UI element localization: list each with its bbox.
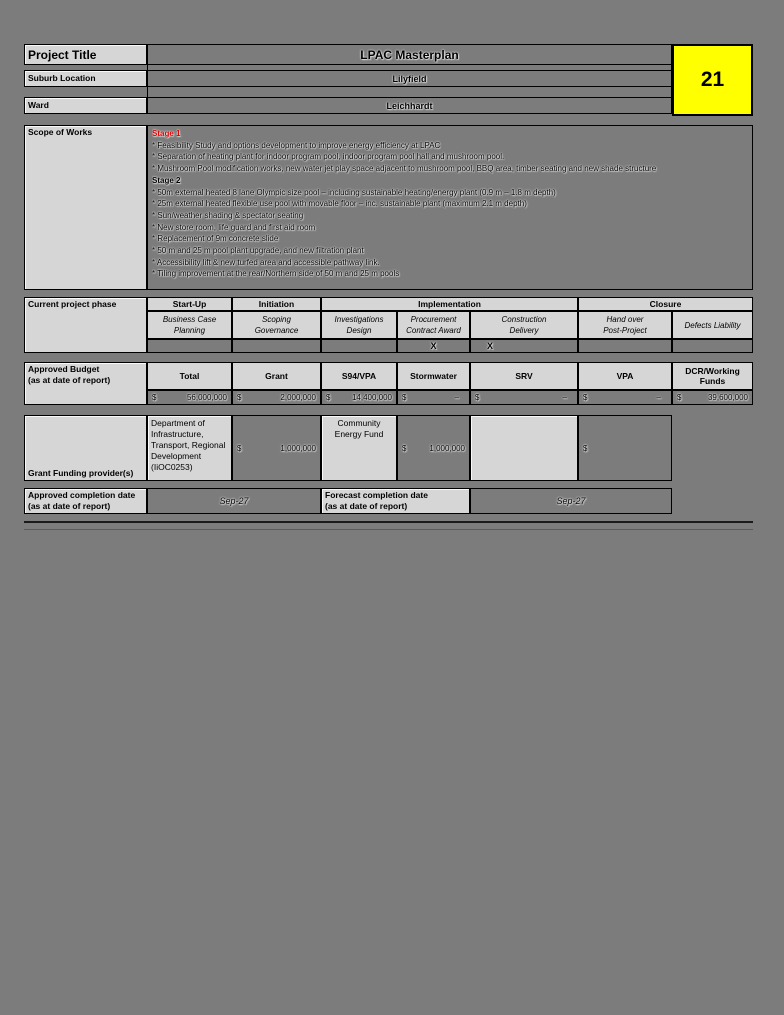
phase-sub-line: Defects Liability — [684, 320, 741, 330]
scope-stage1-item: * Feasibility Study and options development to improve energy efficiency at LPAC — [152, 140, 441, 150]
phase-sub-line: Procurement — [410, 315, 457, 324]
budget-header-stormwater — [397, 362, 470, 390]
budget-header-total — [147, 362, 232, 390]
phase-sub-line: Post-Project — [603, 326, 647, 335]
currency-symbol: $ — [583, 393, 588, 402]
phase-mark-business-case[interactable] — [147, 339, 232, 353]
budget-header-s94vpa — [321, 362, 397, 390]
budget-header-text: Total — [179, 370, 200, 381]
currency-symbol: $ — [326, 393, 331, 402]
budget-header-vpa — [578, 362, 672, 390]
phase-sub-line: Investigations — [334, 315, 384, 324]
phase-group-closure — [578, 297, 753, 311]
phase-col-scoping — [232, 311, 321, 339]
phase-sub-line: Delivery — [509, 326, 539, 335]
budget-header-text: VPA — [616, 370, 634, 381]
phase-sub-line: Construction — [501, 315, 547, 324]
budget-header-text: DCR/Working Funds — [685, 365, 740, 386]
currency-symbol: $ — [402, 443, 407, 453]
project-title-text: LPAC Masterplan — [360, 47, 459, 62]
phase-col-handover — [578, 311, 672, 339]
phase-group-implementation — [321, 297, 578, 311]
approved-budget-label — [24, 362, 147, 405]
scope-stage2-item: * 50m external heated 8 lane Olympic size pool – including sustainable heating/energy plant (0.9 m – 1.8 m depth) — [152, 187, 556, 197]
ward-value-cell[interactable] — [147, 97, 672, 114]
report-number-text: 21 — [700, 68, 725, 91]
budget-header-text: Stormwater — [410, 370, 457, 381]
budget-amount: – — [562, 393, 567, 402]
grant-provider-3-name[interactable] — [470, 415, 578, 481]
currency-symbol: $ — [402, 393, 407, 402]
ward-text: Leichhardt — [386, 100, 433, 111]
phase-sub-line: Planning — [173, 326, 206, 335]
budget-amount: – — [656, 393, 661, 402]
phase-col-defects — [672, 311, 753, 339]
phase-mark-construction[interactable] — [470, 339, 578, 353]
report-number-badge — [672, 44, 753, 116]
grant-provider-2-name[interactable] — [321, 415, 397, 481]
phase-col-construction — [470, 311, 578, 339]
budget-value-vpa[interactable] — [578, 390, 672, 405]
suburb-location-label-text: Suburb Location — [28, 73, 96, 83]
current-phase-label — [24, 297, 147, 353]
phase-group-label: Start-Up — [172, 299, 207, 309]
phase-col-business-case — [147, 311, 232, 339]
scope-stage1-item: * Mushroom Pool modification works, new water jet play space adjacent to mushroom pool, BBQ area, timber seating and new shade structure — [152, 164, 657, 174]
bottom-separator-thick — [24, 521, 753, 523]
budget-amount: – — [454, 393, 459, 402]
approved-completion-label-line1: Approved completion date — [28, 490, 136, 500]
budget-header-grant — [232, 362, 321, 390]
approved-budget-label-line2: (as at date of report) — [28, 375, 111, 385]
approved-completion-label-line2: (as at date of report) — [28, 501, 111, 511]
provider-name-text: Community Energy Fund — [334, 418, 384, 439]
bottom-separator-thin — [24, 529, 753, 530]
phase-group-initiation — [232, 297, 321, 311]
phase-group-label: Closure — [649, 299, 682, 309]
forecast-completion-value[interactable] — [470, 488, 672, 514]
phase-mark-defects[interactable] — [672, 339, 753, 353]
budget-value-dcr[interactable] — [672, 390, 753, 405]
project-title-label — [24, 44, 147, 65]
budget-header-text: Grant — [265, 370, 288, 381]
phase-col-investigations — [321, 311, 397, 339]
scope-stage2-item: * Accessibility lift & new turfed area and accessible pathway link. — [152, 257, 380, 267]
phase-sub-line: Design — [346, 326, 372, 335]
provider-amount: 1,000,000 — [429, 443, 465, 453]
project-title-label-text: Project Title — [28, 47, 97, 62]
approved-completion-value[interactable] — [147, 488, 321, 514]
grant-funding-label — [24, 415, 147, 481]
currency-symbol: $ — [677, 393, 682, 402]
phase-sub-line: Hand over — [606, 315, 644, 324]
suburb-location-value-cell[interactable] — [147, 70, 672, 87]
currency-symbol: $ — [237, 443, 242, 453]
scope-stage2-item: * 25m external heated flexible use pool with movable floor – inc. sustainable plant (maximum 2.1 m depth) — [152, 199, 527, 209]
provider-name-text: Department of Infrastructure, Transport, Regional Development (IiOC0253) — [151, 418, 226, 472]
phase-mark-procurement[interactable] — [397, 339, 470, 353]
ward-label-text: Ward — [28, 100, 49, 110]
project-title-value-cell[interactable] — [147, 44, 672, 65]
scope-of-works-label-text: Scope of Works — [28, 127, 93, 137]
forecast-completion-date-text: Sep-27 — [556, 496, 586, 506]
phase-group-label: Initiation — [258, 299, 295, 309]
budget-amount: 14,400,000 — [351, 393, 392, 402]
scope-of-works-label — [24, 125, 147, 290]
phase-mark: X — [430, 341, 437, 351]
phase-sub-line: Contract Award — [406, 326, 461, 335]
budget-value-stormwater[interactable] — [397, 390, 470, 405]
scope-stage2-item: * 50 m and 25 m pool plant upgrade, and new filtration plant — [152, 246, 364, 256]
current-phase-label-text: Current project phase — [28, 299, 117, 309]
scope-stage2-item: * Replacement of 9m concrete slide — [152, 234, 279, 244]
approved-budget-label-line1: Approved Budget — [28, 364, 100, 374]
provider-amount: 1,000,000 — [280, 443, 316, 453]
phase-sub-line: Governance — [254, 326, 299, 335]
scope-stage2-item: * Sun/weather shading & spectator seating — [152, 210, 304, 220]
budget-value-srv[interactable] — [470, 390, 578, 405]
budget-amount: 56,000,000 — [186, 393, 227, 402]
budget-header-text: S94/VPA — [341, 370, 377, 381]
currency-symbol: $ — [152, 393, 157, 402]
budget-value-grant[interactable] — [232, 390, 321, 405]
phase-mark: X — [487, 341, 494, 351]
currency-symbol: $ — [475, 393, 480, 402]
suburb-location-text: Lilyfield — [392, 73, 427, 84]
phase-group-startup — [147, 297, 232, 311]
forecast-completion-label-line1: Forecast completion date — [325, 490, 428, 500]
currency-symbol: $ — [237, 393, 242, 402]
forecast-completion-label — [321, 488, 470, 514]
budget-amount: 2,000,000 — [280, 393, 316, 402]
grant-funding-label-text: Grant Funding provider(s) — [28, 468, 134, 478]
grant-provider-1-amount[interactable] — [232, 415, 321, 481]
approved-completion-label — [24, 488, 147, 514]
budget-amount: 39,600,000 — [707, 393, 748, 402]
scope-stage1-item: * Separation of heating plant for indoor program pool, indoor program pool hall and mushroom pool. — [152, 152, 505, 162]
scope-stage1-heading: Stage 1 — [152, 129, 181, 138]
scope-stage2-item: * Tiling improvement at the rear/Northern side of 50 m and 25 m pools — [152, 269, 400, 279]
currency-symbol: $ — [583, 443, 588, 453]
scope-stage2-item: * New store room, life guard and first aid room — [152, 222, 316, 232]
budget-value-s94vpa[interactable] — [321, 390, 397, 405]
phase-mark-scoping[interactable] — [232, 339, 321, 353]
budget-header-srv — [470, 362, 578, 390]
phase-group-label: Implementation — [418, 299, 481, 309]
phase-mark-investigations[interactable] — [321, 339, 397, 353]
phase-sub-line: Business Case — [162, 315, 217, 324]
phase-mark-handover[interactable] — [578, 339, 672, 353]
grant-provider-3-amount[interactable] — [578, 415, 672, 481]
phase-sub-line: Scoping — [262, 315, 291, 324]
phase-col-procurement — [397, 311, 470, 339]
grant-provider-2-amount[interactable] — [397, 415, 470, 481]
grant-provider-1-name[interactable] — [147, 415, 232, 481]
forecast-completion-label-line2: (as at date of report) — [325, 501, 408, 511]
ward-label — [24, 97, 147, 114]
suburb-location-label — [24, 70, 147, 87]
scope-stage2-heading: Stage 2 — [152, 175, 181, 185]
budget-header-dcr — [672, 362, 753, 390]
approved-completion-date-text: Sep-27 — [219, 496, 249, 506]
scope-of-works-content[interactable] — [147, 125, 753, 290]
budget-value-total[interactable] — [147, 390, 232, 405]
budget-header-text: SRV — [515, 370, 533, 381]
